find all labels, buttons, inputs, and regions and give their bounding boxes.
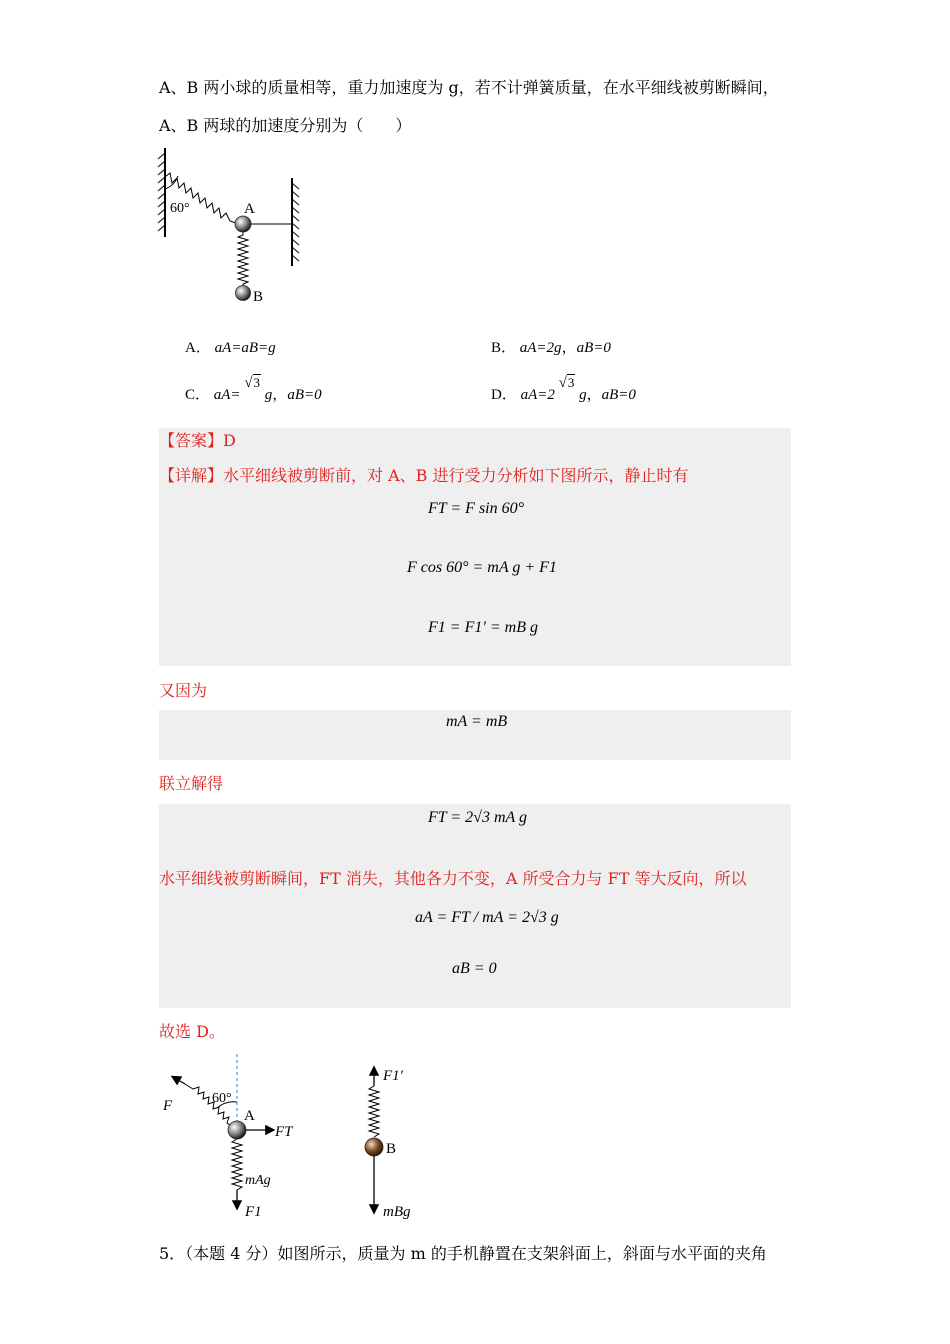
ball-b-label-2: B xyxy=(386,1141,397,1157)
answer-value: D xyxy=(223,431,236,450)
answer-line xyxy=(159,430,236,452)
weight-b-label: mBg xyxy=(383,1204,411,1220)
arrow-f xyxy=(173,1077,185,1084)
option-c-letter: C． xyxy=(185,387,211,403)
after-cut-text: 水平细线被剪断瞬间，FT 消失，其他各力不变，A 所受合力与 FT 等大反向，所以 xyxy=(159,869,747,888)
next-question: 5．（本题 4 分）如图所示，质量为 m 的手机静置在支架斜面上，斜面与水平面的夹角 xyxy=(159,1244,767,1263)
option-c-b-part: aB=0 xyxy=(287,387,322,403)
option-c: C． aA= √3 g，aB=0 xyxy=(185,375,322,403)
spring-down-a xyxy=(232,1139,242,1190)
option-d: D． aA=2 √3 g，aB=0 xyxy=(491,375,636,403)
force-1-label: F1 xyxy=(245,1204,262,1220)
angle-label-2: 60° xyxy=(212,1091,232,1106)
tension-label: FT xyxy=(275,1124,293,1140)
ball-b xyxy=(236,286,251,301)
equation-7: aB = 0 xyxy=(452,960,497,977)
option-a-letter: A． xyxy=(185,340,211,356)
equation-4: mA = mB xyxy=(446,713,508,730)
option-a xyxy=(185,336,276,357)
option-c-suffix: g xyxy=(264,387,273,403)
option-d-letter: D． xyxy=(491,387,517,403)
equation-6: aA = FT / mA = 2√3 g xyxy=(415,909,559,926)
solve-text: 联立解得 xyxy=(159,774,224,793)
explanation-intro: 水平细线被剪断前，对 A、B 进行受力分析如下图所示，静止时有 xyxy=(223,466,689,485)
angle-label: 60° xyxy=(170,201,190,216)
conclusion-text: 故选 D。 xyxy=(159,1022,225,1041)
ball-b-2 xyxy=(365,1138,383,1156)
option-c-prefix: aA= xyxy=(213,387,241,403)
left-wall xyxy=(158,148,165,237)
explanation-intro-line xyxy=(159,465,689,487)
spring-up-b xyxy=(369,1086,379,1137)
option-a-text: aA=aB=g xyxy=(214,340,276,356)
question-line-1: A、B 两小球的质量相等，重力加速度为 g，若不计弹簧质量，在水平细线被剪断瞬间， xyxy=(159,78,779,97)
ball-a-label-2: A xyxy=(244,1108,255,1124)
option-d-prefix: aA=2 xyxy=(520,387,555,403)
spring-figure xyxy=(150,145,320,310)
ball-a-label: A xyxy=(244,201,255,217)
ball-a xyxy=(235,216,251,232)
option-d-b-part: aB=0 xyxy=(601,387,636,403)
option-c-sqrt: √3 xyxy=(244,375,261,391)
option-d-suffix: g xyxy=(579,387,587,403)
equation-5: FT = 2√3 mA g xyxy=(428,809,527,826)
option-b-letter: B． xyxy=(491,340,517,356)
equation-3: F1 = F1′ = mB g xyxy=(428,619,538,636)
option-b: B． aA=2g，aB=0 xyxy=(491,340,611,356)
question-line-2: A、B 两球的加速度分别为（ ） xyxy=(159,116,412,135)
explanation-label: 【详解】 xyxy=(159,466,224,485)
force-f-label: F xyxy=(163,1098,173,1114)
option-b-b-part: aB=0 xyxy=(576,340,611,356)
weight-a-label: mAg xyxy=(245,1173,271,1188)
vertical-spring xyxy=(238,231,248,288)
force-diagram xyxy=(155,1050,445,1225)
option-d-sqrt: √3 xyxy=(558,375,575,391)
ball-b-label: B xyxy=(253,289,264,305)
force-top-label: F1′ xyxy=(383,1068,403,1084)
equation-2: F cos 60° = mA g + F1 xyxy=(407,559,557,576)
option-b-a-part: aA=2g xyxy=(519,340,562,356)
because-text: 又因为 xyxy=(159,681,208,700)
answer-label: 【答案】 xyxy=(159,431,224,450)
equation-1: FT = F sin 60° xyxy=(428,500,525,517)
right-wall xyxy=(292,178,299,266)
